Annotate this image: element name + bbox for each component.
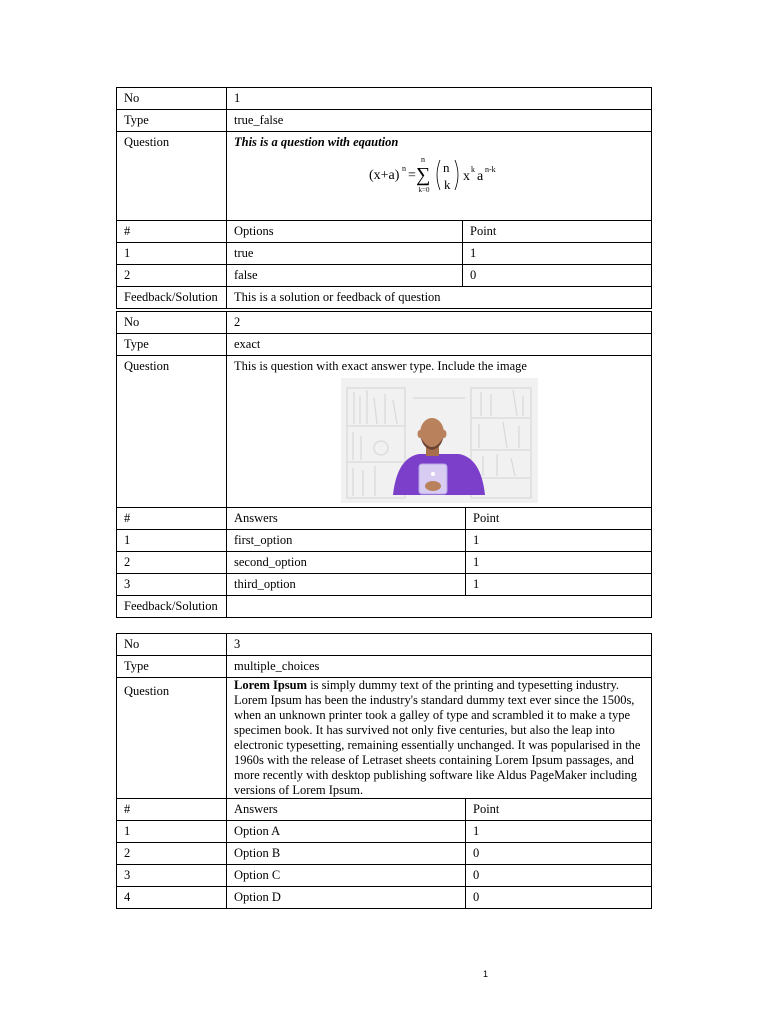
answer-text: Option A	[227, 821, 466, 843]
binomial-equation	[234, 154, 644, 200]
table-row	[117, 887, 652, 909]
hash-label: #	[117, 799, 227, 821]
question-text: This is a question with eqaution	[234, 135, 399, 149]
row-number: 4	[117, 887, 227, 909]
feedback-label: Feedback/Solution	[117, 287, 227, 309]
question-cell	[227, 356, 652, 508]
option-text: true	[227, 243, 463, 265]
binom-top: n	[443, 160, 450, 175]
question-label: Question	[117, 678, 227, 799]
table-row	[117, 574, 652, 596]
question-table-3	[116, 633, 652, 909]
feedback-value: This is a solution or feedback of question	[227, 287, 652, 309]
question-label: Question	[117, 132, 227, 221]
point-value: 0	[466, 865, 652, 887]
no-value: 2	[227, 312, 652, 334]
table-row	[117, 865, 652, 887]
answers-header: Answers	[227, 799, 466, 821]
question-text	[227, 678, 652, 799]
eq-equals: =	[408, 168, 416, 183]
feedback-label: Feedback/Solution	[117, 596, 227, 618]
row-number: 2	[117, 265, 227, 287]
row-number: 3	[117, 574, 227, 596]
equation-graphic	[369, 154, 509, 196]
eq-lhs-base: (x+a)	[369, 168, 400, 183]
row-number: 3	[117, 865, 227, 887]
type-value: exact	[227, 334, 652, 356]
question-body: is simply dummy text of the printing and typesetting industry. Lorem Ipsum has been the industry's standard dummy text ever since the 1500s, when an unknown printer took a galley of type and scrambled it to make a type specimen book. It has survived not only five centuries, but also the leap into electronic typesetting, remaining essentially unchanged. It was popularised in the 1960s with the release of Letraset sheets containing Lorem Ipsum passages, and more recently with desktop publishing software like Aldus PageMaker including versions of Lorem Ipsum.	[234, 678, 641, 797]
no-value: 1	[227, 88, 652, 110]
table-row	[117, 843, 652, 865]
eq-a: a	[477, 169, 484, 184]
eq-lhs-exp: n	[402, 164, 406, 173]
page-number: 1	[483, 969, 489, 979]
no-label: No	[117, 312, 227, 334]
question-label: Question	[117, 356, 227, 508]
table-row	[117, 552, 652, 574]
type-label: Type	[117, 656, 227, 678]
hash-label: #	[117, 508, 227, 530]
question-image	[234, 378, 644, 507]
row-number: 1	[117, 821, 227, 843]
options-header: Options	[227, 221, 463, 243]
point-value: 1	[466, 574, 652, 596]
answers-header: Answers	[227, 508, 466, 530]
point-value: 0	[466, 887, 652, 909]
type-value: true_false	[227, 110, 652, 132]
point-value: 0	[466, 843, 652, 865]
eq-x: x	[463, 169, 470, 184]
binom-right-paren	[455, 160, 458, 190]
point-header: Point	[466, 799, 652, 821]
answer-text: Option C	[227, 865, 466, 887]
no-label: No	[117, 88, 227, 110]
question-table-2	[116, 311, 652, 618]
point-header: Point	[463, 221, 652, 243]
point-value: 1	[466, 821, 652, 843]
point-header: Point	[466, 508, 652, 530]
point-value: 0	[463, 265, 652, 287]
answer-text: third_option	[227, 574, 466, 596]
row-number: 1	[117, 243, 227, 265]
type-label: Type	[117, 334, 227, 356]
row-number: 2	[117, 843, 227, 865]
table-row	[117, 530, 652, 552]
question-bold-lead: Lorem Ipsum	[234, 678, 308, 692]
binom-bottom: k	[444, 177, 451, 192]
no-label: No	[117, 634, 227, 656]
eq-x-exp: k	[471, 165, 475, 174]
answer-text: first_option	[227, 530, 466, 552]
answer-text: second_option	[227, 552, 466, 574]
table-row	[117, 265, 652, 287]
option-text: false	[227, 265, 463, 287]
row-number: 1	[117, 530, 227, 552]
sum-bottom: k=0	[418, 186, 430, 194]
question-text: This is question with exact answer type. Include the image	[234, 359, 527, 373]
type-label: Type	[117, 110, 227, 132]
person-with-tablet-illustration	[341, 378, 538, 503]
type-value: multiple_choices	[227, 656, 652, 678]
table-row	[117, 243, 652, 265]
sum-top: n	[421, 155, 425, 164]
feedback-value	[227, 596, 652, 618]
binom-left-paren	[437, 160, 440, 190]
point-value: 1	[463, 243, 652, 265]
answer-text: Option B	[227, 843, 466, 865]
table-row	[117, 821, 652, 843]
answer-text: Option D	[227, 887, 466, 909]
hash-label: #	[117, 221, 227, 243]
row-number: 2	[117, 552, 227, 574]
sum-symbol: ∑	[416, 164, 431, 186]
no-value: 3	[227, 634, 652, 656]
point-value: 1	[466, 552, 652, 574]
eq-a-exp: n-k	[485, 165, 496, 174]
question-cell	[227, 132, 652, 221]
point-value: 1	[466, 530, 652, 552]
question-table-1	[116, 87, 652, 309]
